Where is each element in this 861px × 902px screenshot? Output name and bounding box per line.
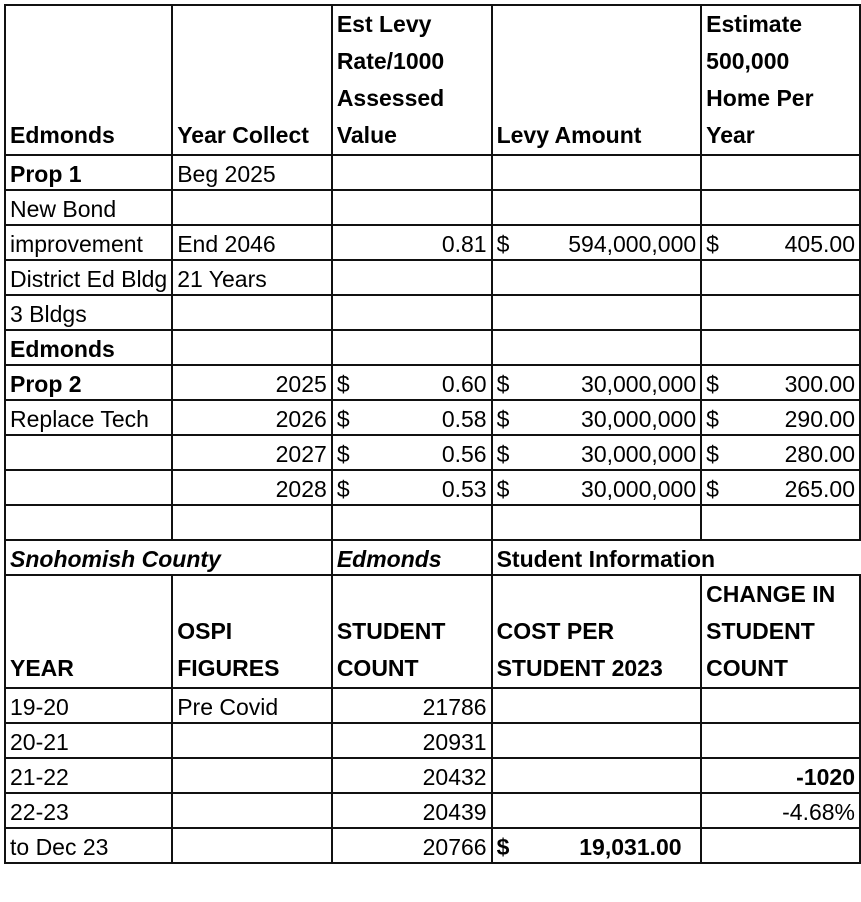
student-row xyxy=(5,758,860,793)
levy-amount-cell[interactable] xyxy=(492,400,702,435)
value: 30,000,000 xyxy=(581,406,697,432)
header-edmonds[interactable]: Edmonds xyxy=(5,5,172,155)
item-cell[interactable]: Prop 2 xyxy=(5,365,172,400)
levy-row xyxy=(5,470,860,505)
currency-symbol: $ xyxy=(336,476,350,502)
year-cell[interactable]: 19-20 xyxy=(5,688,172,723)
student-count-cell[interactable]: 20432 xyxy=(332,758,492,793)
ospi-cell[interactable]: Pre Covid xyxy=(172,688,332,723)
year-collect-cell[interactable]: 21 Years xyxy=(172,260,332,295)
item-cell[interactable] xyxy=(5,470,172,505)
student-header-row xyxy=(5,575,860,688)
currency-symbol: $ xyxy=(496,231,510,257)
header-year[interactable]: YEAR xyxy=(5,575,172,688)
home-estimate-cell[interactable] xyxy=(701,155,860,190)
levy-amount-cell[interactable] xyxy=(492,365,702,400)
home-estimate-cell[interactable] xyxy=(701,330,860,365)
value: 0.56 xyxy=(441,441,487,467)
cost-cell[interactable] xyxy=(492,793,702,828)
levy-rate-cell[interactable] xyxy=(332,365,492,400)
change-cell[interactable]: -1020 xyxy=(701,758,860,793)
header-home-estimate[interactable]: Estimate 500,000 Home Per Year xyxy=(701,5,860,155)
cell[interactable] xyxy=(492,505,702,540)
currency-symbol: $ xyxy=(496,834,510,860)
home-estimate-cell[interactable] xyxy=(701,470,860,505)
levy-amount-cell[interactable] xyxy=(492,225,702,260)
year-collect-cell[interactable]: Beg 2025 xyxy=(172,155,332,190)
change-cell[interactable]: -4.68% xyxy=(701,793,860,828)
levy-rate-cell[interactable] xyxy=(332,400,492,435)
cost-cell[interactable] xyxy=(492,758,702,793)
year-collect-cell[interactable] xyxy=(172,330,332,365)
year-collect-cell[interactable] xyxy=(172,295,332,330)
home-estimate-cell[interactable] xyxy=(701,365,860,400)
value: 0.60 xyxy=(441,371,487,397)
levy-row xyxy=(5,225,860,260)
student-row xyxy=(5,793,860,828)
currency-symbol: $ xyxy=(706,476,719,502)
levy-row xyxy=(5,400,860,435)
header-ospi[interactable]: OSPI FIGURES xyxy=(172,575,332,688)
levy-row xyxy=(5,330,860,365)
levy-row xyxy=(5,435,860,470)
year-collect-cell[interactable] xyxy=(172,190,332,225)
header-year-collect[interactable]: Year Collect xyxy=(172,5,332,155)
year-collect-cell[interactable]: 2028 xyxy=(172,470,332,505)
levy-rate-cell[interactable] xyxy=(332,330,492,365)
blank-row xyxy=(5,505,860,540)
levy-rate-cell[interactable] xyxy=(332,435,492,470)
levy-row xyxy=(5,365,860,400)
item-cell[interactable]: New Bond xyxy=(5,190,172,225)
currency-symbol: $ xyxy=(706,231,719,257)
currency-symbol: $ xyxy=(496,371,510,397)
ospi-cell[interactable] xyxy=(172,828,332,863)
currency-symbol: $ xyxy=(496,476,510,502)
levy-row xyxy=(5,190,860,225)
levy-amount-cell[interactable] xyxy=(492,435,702,470)
levy-row xyxy=(5,155,860,190)
cost-cell[interactable] xyxy=(492,688,702,723)
value: 265.00 xyxy=(784,476,855,502)
cost-cell[interactable] xyxy=(492,723,702,758)
levy-amount-cell[interactable] xyxy=(492,295,702,330)
cell[interactable] xyxy=(701,505,860,540)
item-cell[interactable]: 3 Bldgs xyxy=(5,295,172,330)
year-cell[interactable]: 20-21 xyxy=(5,723,172,758)
cell[interactable] xyxy=(5,505,172,540)
student-info-title[interactable]: Student Information xyxy=(492,540,860,575)
home-estimate-cell[interactable] xyxy=(701,190,860,225)
header-student-count[interactable]: STUDENT COUNT xyxy=(332,575,492,688)
student-row xyxy=(5,723,860,758)
currency-symbol: $ xyxy=(706,371,719,397)
year-collect-cell[interactable]: 2027 xyxy=(172,435,332,470)
value: 30,000,000 xyxy=(581,371,697,397)
student-count-cell[interactable]: 21786 xyxy=(332,688,492,723)
item-cell[interactable]: Prop 1 xyxy=(5,155,172,190)
levy-amount-cell[interactable] xyxy=(492,260,702,295)
value: 30,000,000 xyxy=(581,441,697,467)
item-cell[interactable] xyxy=(5,435,172,470)
student-count-cell[interactable]: 20931 xyxy=(332,723,492,758)
currency-symbol: $ xyxy=(496,441,510,467)
county-title[interactable]: Snohomish County xyxy=(5,540,332,575)
cell[interactable] xyxy=(332,505,492,540)
district-title[interactable]: Edmonds xyxy=(332,540,492,575)
student-row xyxy=(5,688,860,723)
home-estimate-cell[interactable] xyxy=(701,295,860,330)
value: 0.53 xyxy=(441,476,487,502)
item-cell[interactable]: Edmonds xyxy=(5,330,172,365)
change-cell[interactable] xyxy=(701,723,860,758)
value: 19,031.00 xyxy=(579,834,682,860)
ospi-cell[interactable] xyxy=(172,793,332,828)
value: 280.00 xyxy=(784,441,855,467)
currency-symbol: $ xyxy=(336,406,350,432)
change-cell[interactable] xyxy=(701,688,860,723)
levy-rate-cell[interactable] xyxy=(332,155,492,190)
cost-cell[interactable] xyxy=(492,828,702,863)
value: 300.00 xyxy=(784,371,855,397)
ospi-cell[interactable] xyxy=(172,723,332,758)
levy-rate-cell[interactable] xyxy=(332,470,492,505)
value: 30,000,000 xyxy=(581,476,697,502)
year-cell[interactable]: 22-23 xyxy=(5,793,172,828)
levy-amount-cell[interactable] xyxy=(492,190,702,225)
year-cell[interactable]: 21-22 xyxy=(5,758,172,793)
levy-rate-cell[interactable] xyxy=(332,225,492,260)
value: 290.00 xyxy=(784,406,855,432)
student-count-cell[interactable]: 20439 xyxy=(332,793,492,828)
home-estimate-cell[interactable] xyxy=(701,225,860,260)
item-cell[interactable]: Replace Tech xyxy=(5,400,172,435)
value: 594,000,000 xyxy=(568,231,697,257)
year-collect-cell[interactable]: 2026 xyxy=(172,400,332,435)
student-count-cell[interactable]: 20766 xyxy=(332,828,492,863)
spreadsheet xyxy=(4,4,861,864)
header-levy-amount[interactable]: Levy Amount xyxy=(492,5,702,155)
value: 405.00 xyxy=(784,231,855,257)
change-cell[interactable] xyxy=(701,828,860,863)
year-collect-cell[interactable]: 2025 xyxy=(172,365,332,400)
header-change[interactable]: CHANGE IN STUDENT COUNT xyxy=(701,575,860,688)
value: 0.58 xyxy=(441,406,487,432)
value: 0.81 xyxy=(441,231,487,257)
item-cell[interactable]: improvement xyxy=(5,225,172,260)
levy-row xyxy=(5,295,860,330)
header-levy-rate[interactable]: Est Levy Rate/1000 Assessed Value xyxy=(332,5,492,155)
ospi-cell[interactable] xyxy=(172,758,332,793)
levy-rate-cell[interactable] xyxy=(332,295,492,330)
currency-symbol: $ xyxy=(706,406,719,432)
levy-header-row xyxy=(5,5,860,155)
year-cell[interactable]: to Dec 23 xyxy=(5,828,172,863)
student-title-row xyxy=(5,540,860,575)
home-estimate-cell[interactable] xyxy=(701,400,860,435)
levy-row xyxy=(5,260,860,295)
currency-symbol: $ xyxy=(496,406,510,432)
header-cost-per-student[interactable]: COST PER STUDENT 2023 xyxy=(492,575,702,688)
levy-amount-cell[interactable] xyxy=(492,155,702,190)
student-row xyxy=(5,828,860,863)
levy-rate-cell[interactable] xyxy=(332,260,492,295)
levy-amount-cell[interactable] xyxy=(492,470,702,505)
currency-symbol: $ xyxy=(336,441,350,467)
item-cell[interactable]: District Ed Bldg xyxy=(5,260,172,295)
home-estimate-cell[interactable] xyxy=(701,435,860,470)
home-estimate-cell[interactable] xyxy=(701,260,860,295)
levy-rate-cell[interactable] xyxy=(332,190,492,225)
levy-amount-cell[interactable] xyxy=(492,330,702,365)
currency-symbol: $ xyxy=(706,441,719,467)
currency-symbol: $ xyxy=(336,371,350,397)
cell[interactable] xyxy=(172,505,332,540)
year-collect-cell[interactable]: End 2046 xyxy=(172,225,332,260)
